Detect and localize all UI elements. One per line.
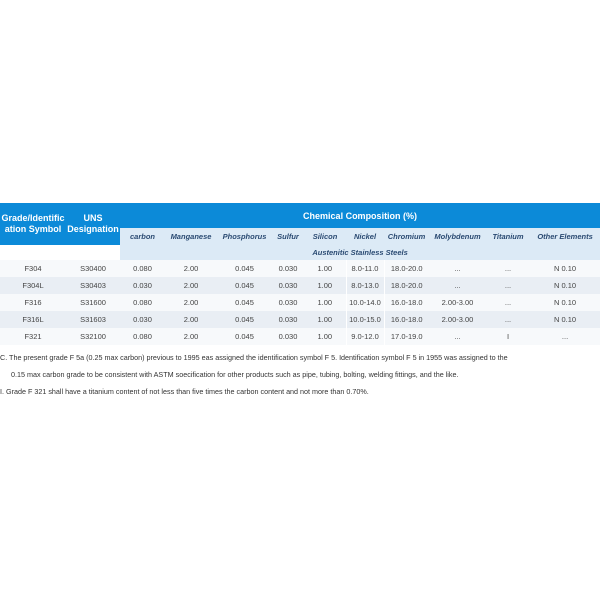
uns-header-line1: UNS: [83, 213, 103, 223]
cell-molybdenum: ...: [429, 328, 486, 345]
table-row: [0, 260, 600, 277]
cell-manganese: 2.00: [165, 277, 217, 294]
cell-titanium: ...: [486, 294, 530, 311]
col-chromium: Chromium: [384, 228, 429, 245]
cell-phosphorus: 0.045: [217, 294, 272, 311]
col-sulfur: Sulfur: [272, 228, 304, 245]
cell-phosphorus: 0.045: [217, 328, 272, 345]
cell-other-elements: N 0.10: [530, 311, 600, 328]
cell-nickel: 8.0-13.0: [346, 277, 384, 294]
table-row: [0, 328, 600, 345]
footnote-c-line2: 0.15 max carbon grade to be consistent with ASTM soecification for other products such as pipe, tubing, bolting, welding fittings, and the like.: [11, 370, 459, 379]
cell-molybdenum: 2.00-3.00: [429, 311, 486, 328]
chemical-composition-table: [0, 203, 600, 345]
col-phosphorus: Phosphorus: [217, 228, 272, 245]
cell-other-elements: ...: [530, 328, 600, 345]
footnote-i: I. Grade F 321 shall have a titanium content of not less than five times the carbon content and not more than 0.70%.: [0, 387, 369, 396]
chemical-composition-header: Chemical Composition (%): [303, 210, 418, 221]
cell-nickel: 10.0-15.0: [346, 311, 384, 328]
cell-manganese: 2.00: [165, 260, 217, 277]
cell-molybdenum: ...: [429, 277, 486, 294]
footnote-c-line1: C. The present grade F 5a (0.25 max carbon) previous to 1995 eas assigned the identification symbol F 5. Identification symbol F 5 in 1955 was assigned to the: [0, 353, 508, 362]
col-manganese: Manganese: [165, 228, 217, 245]
section-spacer: [0, 245, 120, 260]
cell-other-elements: N 0.10: [530, 277, 600, 294]
cell-silicon: 1.00: [304, 311, 346, 328]
cell-silicon: 1.00: [304, 277, 346, 294]
cell-grade: F304L: [0, 277, 66, 294]
cell-manganese: 2.00: [165, 311, 217, 328]
cell-sulfur: 0.030: [272, 294, 304, 311]
cell-uns: S32100: [66, 328, 120, 345]
cell-sulfur: 0.030: [272, 328, 304, 345]
cell-titanium: ...: [486, 260, 530, 277]
table-row: [0, 294, 600, 311]
cell-chromium: 16.0-18.0: [384, 311, 429, 328]
grade-header-line1: Grade/Identific: [1, 213, 65, 223]
cell-silicon: 1.00: [304, 328, 346, 345]
cell-grade: F316: [0, 294, 66, 311]
cell-phosphorus: 0.045: [217, 260, 272, 277]
cell-other-elements: N 0.10: [530, 294, 600, 311]
cell-chromium: 16.0-18.0: [384, 294, 429, 311]
cell-carbon: 0.030: [120, 311, 165, 328]
uns-header: [66, 203, 120, 245]
cell-carbon: 0.080: [120, 260, 165, 277]
cell-sulfur: 0.030: [272, 260, 304, 277]
cell-titanium: ...: [486, 277, 530, 294]
cell-carbon: 0.080: [120, 294, 165, 311]
col-nickel: Nickel: [346, 228, 384, 245]
table-row: [0, 277, 600, 294]
cell-uns: S30400: [66, 260, 120, 277]
col-molybdenum: Molybdenum: [429, 228, 486, 245]
table-row: [0, 311, 600, 328]
col-other-elements: Other Elements: [530, 228, 600, 245]
col-carbon: carbon: [120, 228, 165, 245]
cell-sulfur: 0.030: [272, 277, 304, 294]
cell-grade: F304: [0, 260, 66, 277]
uns-header-line2: Designation: [67, 224, 119, 234]
cell-molybdenum: 2.00-3.00: [429, 294, 486, 311]
cell-nickel: 8.0-11.0: [346, 260, 384, 277]
cell-molybdenum: ...: [429, 260, 486, 277]
cell-silicon: 1.00: [304, 260, 346, 277]
cell-carbon: 0.030: [120, 277, 165, 294]
col-silicon: Silicon: [304, 228, 346, 245]
cell-uns: S30403: [66, 277, 120, 294]
section-row: [0, 245, 600, 260]
footnotes: [0, 349, 600, 400]
cell-chromium: 17.0-19.0: [384, 328, 429, 345]
cell-phosphorus: 0.045: [217, 311, 272, 328]
cell-chromium: 18.0-20.0: [384, 277, 429, 294]
cell-manganese: 2.00: [165, 294, 217, 311]
header-row: [0, 203, 600, 228]
cell-uns: S31600: [66, 294, 120, 311]
grade-header-line2: ation Symbol: [4, 224, 62, 234]
cell-sulfur: 0.030: [272, 311, 304, 328]
cell-grade: F321: [0, 328, 66, 345]
cell-uns: S31603: [66, 311, 120, 328]
section-title: Austenitic Stainless Steels: [120, 245, 600, 260]
composition-table-wrapper: [0, 203, 600, 345]
cell-other-elements: N 0.10: [530, 260, 600, 277]
col-titanium: Titanium: [486, 228, 530, 245]
cell-manganese: 2.00: [165, 328, 217, 345]
cell-titanium: ...: [486, 311, 530, 328]
cell-nickel: 9.0-12.0: [346, 328, 384, 345]
cell-silicon: 1.00: [304, 294, 346, 311]
grade-header: [0, 203, 66, 245]
cell-phosphorus: 0.045: [217, 277, 272, 294]
cell-nickel: 10.0-14.0: [346, 294, 384, 311]
cell-chromium: 18.0-20.0: [384, 260, 429, 277]
cell-titanium: I: [486, 328, 530, 345]
cell-carbon: 0.080: [120, 328, 165, 345]
cell-grade: F316L: [0, 311, 66, 328]
